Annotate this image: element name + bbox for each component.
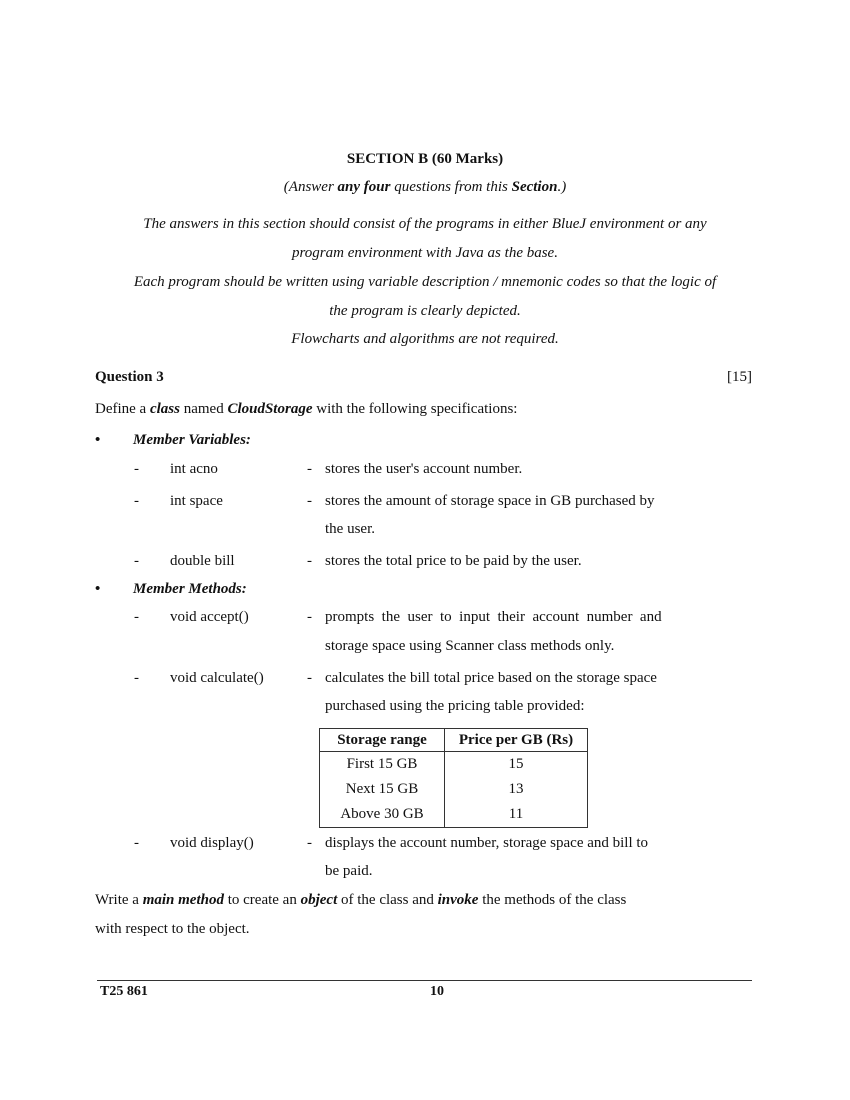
dash-icon: -	[307, 461, 312, 477]
dash-icon: -	[134, 553, 139, 569]
page-number: 10	[430, 984, 444, 999]
methods-heading: Member Methods:	[133, 581, 247, 597]
table-row	[320, 777, 588, 802]
section-note: Flowcharts and algorithms are not required.	[291, 331, 559, 347]
variable-name: int acno	[170, 461, 218, 477]
dash-icon: -	[307, 835, 312, 851]
dash-icon: -	[307, 609, 312, 625]
method-desc: purchased using the pricing table provided:	[325, 698, 585, 714]
method-desc: calculates the bill total price based on the storage space	[325, 670, 657, 686]
table-cell: 13	[445, 777, 588, 802]
intro-text: with the following specifications:	[312, 401, 518, 417]
question-label: Question 3	[95, 369, 164, 385]
section-note: The answers in this section should consist of the programs in either BlueJ environment or any	[143, 216, 707, 232]
section-instruction	[0, 179, 850, 196]
variable-desc: stores the total price to be paid by the user.	[325, 553, 582, 569]
method-desc: prompts the user to input their account number and	[325, 609, 662, 625]
dash-icon: -	[134, 461, 139, 477]
dash-icon: -	[134, 609, 139, 625]
dash-icon: -	[134, 835, 139, 851]
section-title: SECTION B (60 Marks)	[346, 151, 504, 167]
table-row	[320, 802, 588, 828]
intro-emphasis: class	[149, 401, 180, 417]
dash-icon: -	[134, 670, 139, 686]
dash-icon: -	[307, 670, 312, 686]
intro-text: named	[179, 401, 228, 417]
table-cell: 15	[445, 752, 588, 778]
method-name: void accept()	[170, 609, 249, 625]
method-desc: displays the account number, storage space and bill to	[325, 835, 649, 851]
paper-code: T25 861	[100, 984, 148, 999]
variables-heading: Member Variables:	[133, 432, 251, 448]
variable-name: int space	[170, 493, 223, 509]
bullet-icon: •	[95, 432, 101, 448]
closing-text: of the class and	[337, 892, 438, 908]
closing-text: Write a	[95, 892, 143, 908]
method-desc: storage space using Scanner class methods only.	[325, 638, 615, 654]
closing-text: to create an	[223, 892, 301, 908]
variable-name: double bill	[170, 553, 235, 569]
variable-desc: the user.	[325, 521, 375, 537]
closing-emphasis: invoke	[437, 892, 479, 908]
closing-instruction-line2: with respect to the object.	[95, 921, 250, 937]
closing-emphasis: main method	[142, 892, 224, 908]
table-cell: Next 15 GB	[320, 777, 445, 802]
instruction-text: questions from this	[390, 179, 512, 195]
section-note: the program is clearly depicted.	[329, 303, 521, 319]
table-cell: First 15 GB	[320, 752, 445, 778]
bullet-icon: •	[95, 581, 101, 597]
closing-instruction	[95, 892, 626, 909]
table-cell: Above 30 GB	[320, 802, 445, 828]
instruction-emphasis: any four	[337, 179, 391, 195]
question-intro	[95, 401, 517, 418]
variable-desc: stores the amount of storage space in GB purchased by	[325, 493, 655, 509]
table-header-row	[320, 729, 588, 752]
method-name: void calculate()	[170, 670, 264, 686]
method-name: void display()	[170, 835, 254, 851]
table-row	[320, 752, 588, 778]
table-header-cell: Price per GB (Rs)	[445, 729, 588, 752]
instruction-text: .)	[557, 179, 567, 195]
dash-icon: -	[134, 493, 139, 509]
question-marks: [15]	[727, 369, 752, 385]
intro-class-name: CloudStorage	[227, 401, 313, 417]
section-note: Each program should be written using variable description / mnemonic codes so that the logic of	[133, 274, 717, 290]
section-note: program environment with Java as the base.	[292, 245, 558, 261]
instruction-text: (Answer	[283, 179, 338, 195]
dash-icon: -	[307, 553, 312, 569]
table-header-cell: Storage range	[320, 729, 445, 752]
method-desc: be paid.	[325, 863, 373, 879]
closing-text: the methods of the class	[478, 892, 627, 908]
closing-emphasis: object	[300, 892, 338, 908]
intro-text: Define a	[95, 401, 150, 417]
instruction-emphasis: Section	[511, 179, 558, 195]
pricing-table	[319, 728, 588, 828]
footer-rule	[97, 980, 752, 981]
table-cell: 11	[445, 802, 588, 828]
variable-desc: stores the user's account number.	[325, 461, 523, 477]
dash-icon: -	[307, 493, 312, 509]
